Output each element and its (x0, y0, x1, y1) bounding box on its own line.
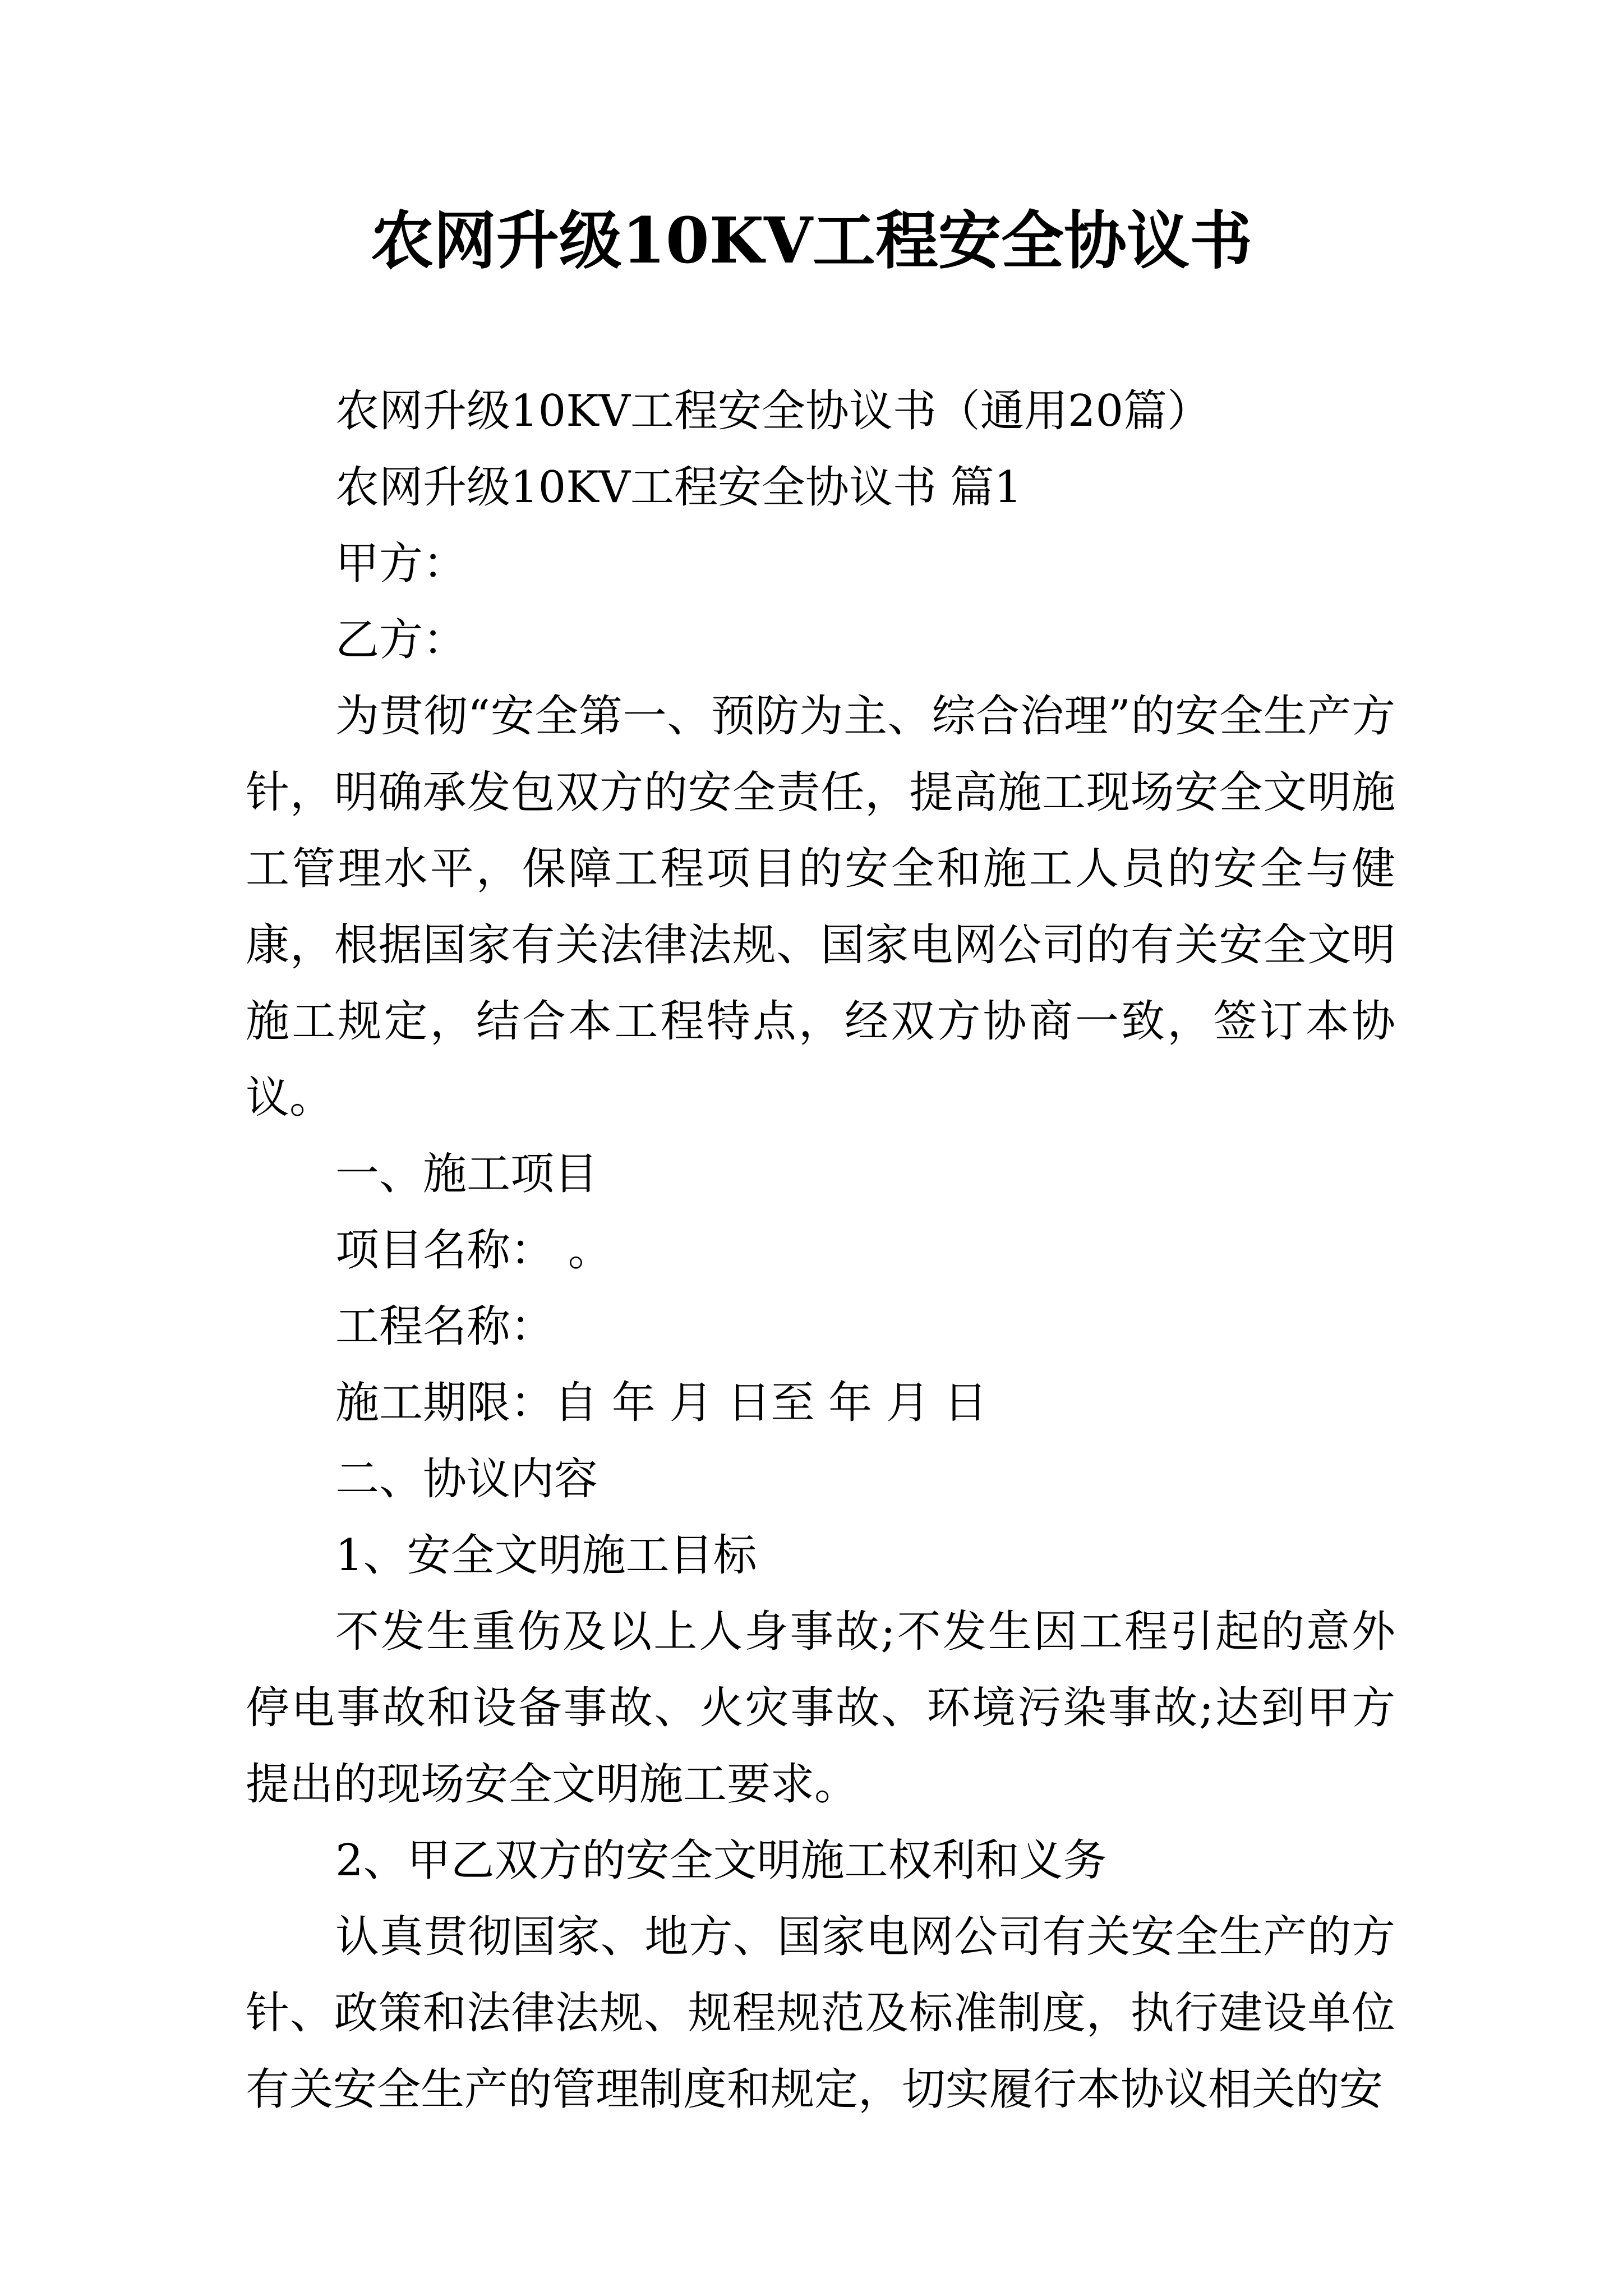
paragraph-party-a: 甲方： (335, 539, 467, 589)
paragraph-construction-period: 施工期限：自 年 月 日至 年 月 日 (335, 1378, 988, 1428)
paragraph-heading-rights: 2、甲乙双方的安全文明施工权利和义务 (335, 1835, 1107, 1886)
paragraph-subtitle: 农网升级10KV工程安全协议书（通用20篇） (335, 386, 1211, 436)
paragraph-party-b: 乙方： (335, 615, 467, 665)
paragraph-project-name: 项目名称： 。 (335, 1225, 612, 1276)
paragraph-heading-project: 一、施工项目 (335, 1149, 598, 1199)
paragraph-engineering-name: 工程名称： (335, 1301, 555, 1352)
paragraph-heading-agreement: 二、协议内容 (335, 1454, 598, 1504)
paragraph-rights: 认真贯彻国家、地方、国家电网公司有关安全生产的方针、政策和法律法规、规程规范及标准制度，执行建设单位有关安全生产的管理制度和规定，切实履行本协议相关的安 (246, 1912, 1395, 2115)
document-title: 农网升级10KV工程安全协议书 (370, 204, 1253, 278)
paragraph-preamble: 为贯彻“安全第一、预防为主、综合治理”的安全生产方针，明确承发包双方的安全责任，提高施工现场安全文明施工管理水平，保障工程项目的安全和施工人员的安全与健康，根据国家有关法律法规、国家电网公司的有关安全文明施工规定，结合本工程特点，经双方协商一致，签订本协议。 (246, 691, 1395, 1123)
paragraph-goal: 不发生重伤及以上人身事故;不发生因工程引起的意外停电事故和设备事故、火灾事故、环境污染事故;达到甲方提出的现场安全文明施工要求。 (246, 1607, 1395, 1810)
paragraph-section-heading: 农网升级10KV工程安全协议书 篇1 (335, 462, 1022, 513)
document-body (246, 373, 1395, 2128)
paragraph-heading-goal: 1、安全文明施工目标 (335, 1530, 757, 1581)
